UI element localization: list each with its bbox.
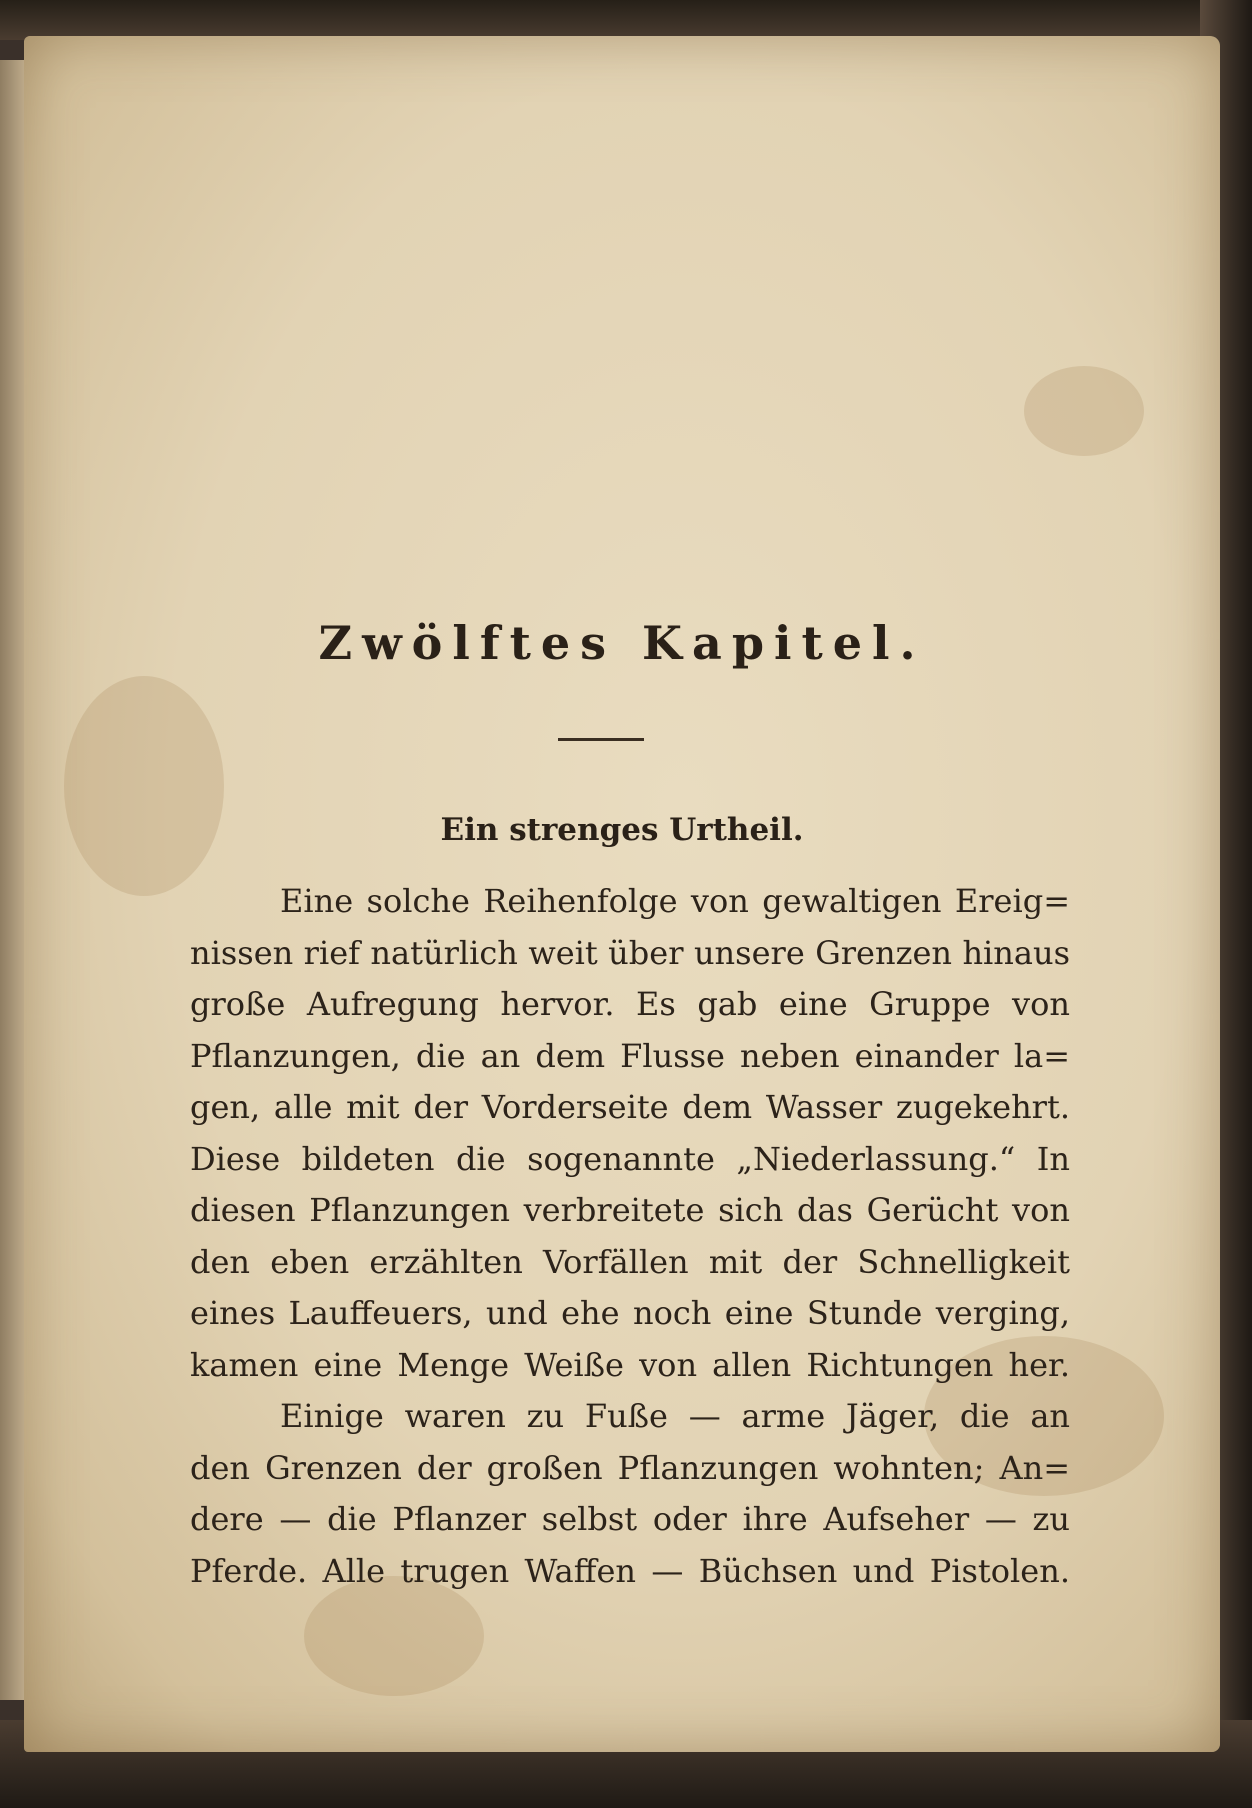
text-line: diesen Pflanzungen verbreitete sich das Gerücht von bbox=[190, 1191, 1070, 1229]
text-line: Eine solche Reihenfolge von gewaltigen Ereig= bbox=[280, 882, 1070, 920]
text-line: Diese bildeten die sogenannte „Niederlassung.“ In bbox=[190, 1139, 1070, 1178]
text-line: den eben erzählten Vorfällen mit der Schnelligkeit bbox=[190, 1242, 1070, 1281]
chapter-subtitle: Ein strenges Urtheil. bbox=[440, 812, 804, 848]
paper-stain bbox=[1024, 366, 1144, 456]
text-line: kamen eine Menge Weiße von allen Richtungen her. bbox=[190, 1345, 1070, 1384]
page-sheet bbox=[24, 36, 1220, 1752]
book-cover-edge-top bbox=[0, 0, 1252, 40]
text-line: dere — die Pflanzer selbst oder ihre Aufseher — zu bbox=[190, 1500, 1070, 1538]
paper-stain bbox=[64, 676, 224, 896]
text-line: Pferde. Alle trugen Waffen — Büchsen und Pistolen. bbox=[190, 1551, 1070, 1590]
text-line: Pflanzungen, die an dem Flusse neben einander la= bbox=[190, 1036, 1070, 1075]
chapter-body bbox=[190, 876, 1070, 1597]
text-line: gen, alle mit der Vorderseite dem Wasser zugekehrt. bbox=[190, 1088, 1070, 1126]
chapter-title: Zwölftes Kapitel. bbox=[318, 616, 926, 670]
text-line: große Aufregung hervor. Es gab eine Gruppe von bbox=[190, 985, 1070, 1023]
title-divider bbox=[558, 738, 644, 741]
text-line: Einige waren zu Fuße — arme Jäger, die an bbox=[280, 1397, 1070, 1435]
text-line: nissen rief natürlich weit über unsere Grenzen hinaus bbox=[190, 933, 1070, 972]
text-line: den Grenzen der großen Pflanzungen wohnten; An= bbox=[190, 1448, 1070, 1487]
text-line: eines Lauffeuers, und ehe noch eine Stunde verging, bbox=[190, 1294, 1070, 1332]
